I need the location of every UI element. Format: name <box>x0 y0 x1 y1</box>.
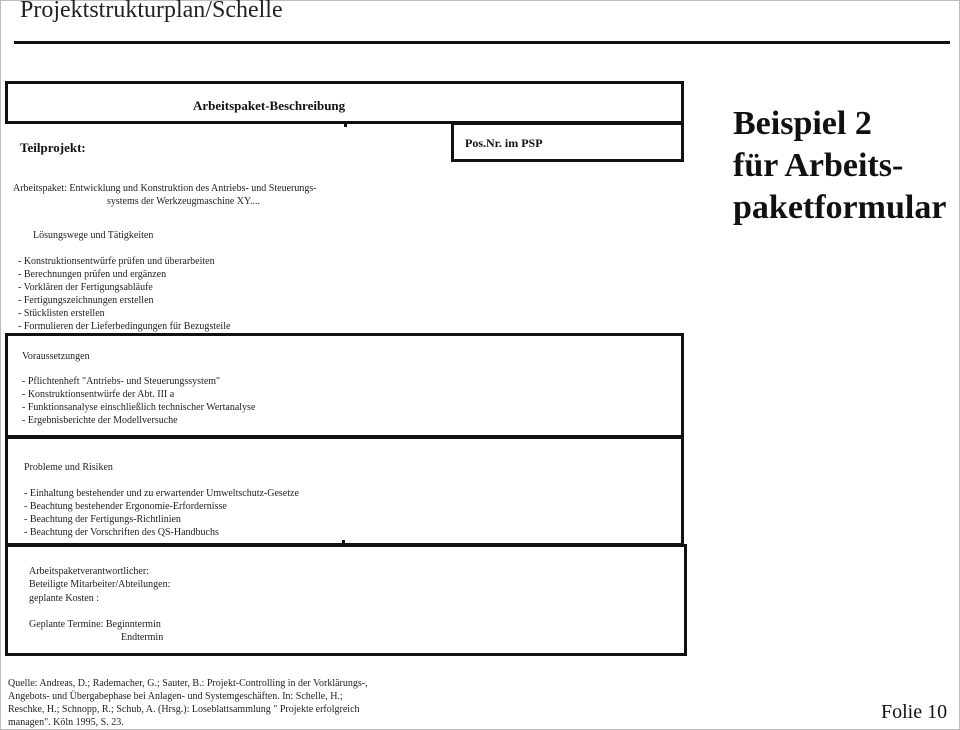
list-item: - Vorklären der Fertigungsabläufe <box>18 282 153 293</box>
list-item: - Konstruktionsentwürfe der Abt. III a <box>22 389 175 400</box>
side-heading <box>733 103 946 229</box>
termine-label: Geplante Termine: Beginntermin <box>29 619 161 630</box>
verantwortlicher-box <box>5 544 687 656</box>
side-heading-line-3: paketformular <box>733 189 947 226</box>
list-item: - Einhaltung bestehender und zu erwartender Umweltschutz-Gesetze <box>24 488 299 499</box>
marker-dot <box>342 540 345 545</box>
list-item: - Beachtung der Vorschriften des QS-Handbuchs <box>24 527 219 538</box>
title-underline <box>14 41 950 44</box>
citation-line: managen". Köln 1995, S. 23. <box>8 717 124 728</box>
probleme-label: Probleme und Risiken <box>24 462 113 473</box>
citation-line: Reschke, H.; Schnopp, R.; Schub, A. (Hrsg.): Loseblattsammlung " Projekte erfolgreich <box>8 704 360 715</box>
list-item: - Funktionsanalyse einschließlich technischer Wertanalyse <box>22 402 256 413</box>
list-item: - Beachtung bestehender Ergonomie-Erfordernisse <box>24 501 227 512</box>
list-item: - Berechnungen prüfen und ergänzen <box>18 269 167 280</box>
loesungswege-label: Lösungswege und Tätigkeiten <box>33 230 154 241</box>
slide-number: Folie 10 <box>881 701 948 723</box>
source-citation <box>8 677 368 729</box>
endtermin-label: Endtermin <box>121 632 164 643</box>
side-heading-line-2: für Arbeits- <box>733 147 904 184</box>
arbeitspaket-line-2: systems der Werkzeugmaschine XY.... <box>107 196 260 207</box>
verantwortlicher-label: Arbeitspaketverantwortlicher: <box>29 566 149 577</box>
posnr-label: Pos.Nr. im PSP <box>465 136 543 150</box>
arbeitspaket-line-1: Arbeitspaket: Entwicklung und Konstruktion des Antriebs- und Steuerungs- <box>13 183 317 194</box>
page-title: Projektstrukturplan/Schelle <box>20 0 283 23</box>
loesungswege-list <box>18 255 230 333</box>
citation-line: Quelle: Andreas, D.; Rademacher, G.; Sauter, B.: Projekt-Controlling in der Vorklärungs-, <box>8 678 368 689</box>
voraussetzungen-label: Voraussetzungen <box>22 351 90 362</box>
mitarbeiter-label: Beteiligte Mitarbeiter/Abteilungen: <box>29 579 171 590</box>
list-item: - Beachtung der Fertigungs-Richtlinien <box>24 514 181 525</box>
side-heading-line-1: Beispiel 2 <box>733 105 872 142</box>
list-item: - Formulieren der Lieferbedingungen für Bezugsteile <box>18 321 231 332</box>
list-item: - Pflichtenheft "Antriebs- und Steuerungssystem" <box>22 376 221 387</box>
citation-line: Angebots- und Übergabephase bei Anlagen- und Systemgeschäften. In: Schelle, H.; <box>8 691 343 702</box>
marker-dot <box>344 122 347 127</box>
list-item: - Fertigungszeichnungen erstellen <box>18 295 154 306</box>
voraussetzungen-list <box>22 375 255 427</box>
form-header-title: Arbeitspaket-Beschreibung <box>193 98 346 113</box>
teilprojekt-label: Teilprojekt: <box>20 140 86 155</box>
probleme-list <box>24 487 299 539</box>
kosten-label: geplante Kosten : <box>29 593 99 604</box>
list-item: - Stücklisten erstellen <box>18 308 105 319</box>
list-item: - Ergebnisberichte der Modellversuche <box>22 415 178 426</box>
list-item: - Konstruktionsentwürfe prüfen und überarbeiten <box>18 256 215 267</box>
